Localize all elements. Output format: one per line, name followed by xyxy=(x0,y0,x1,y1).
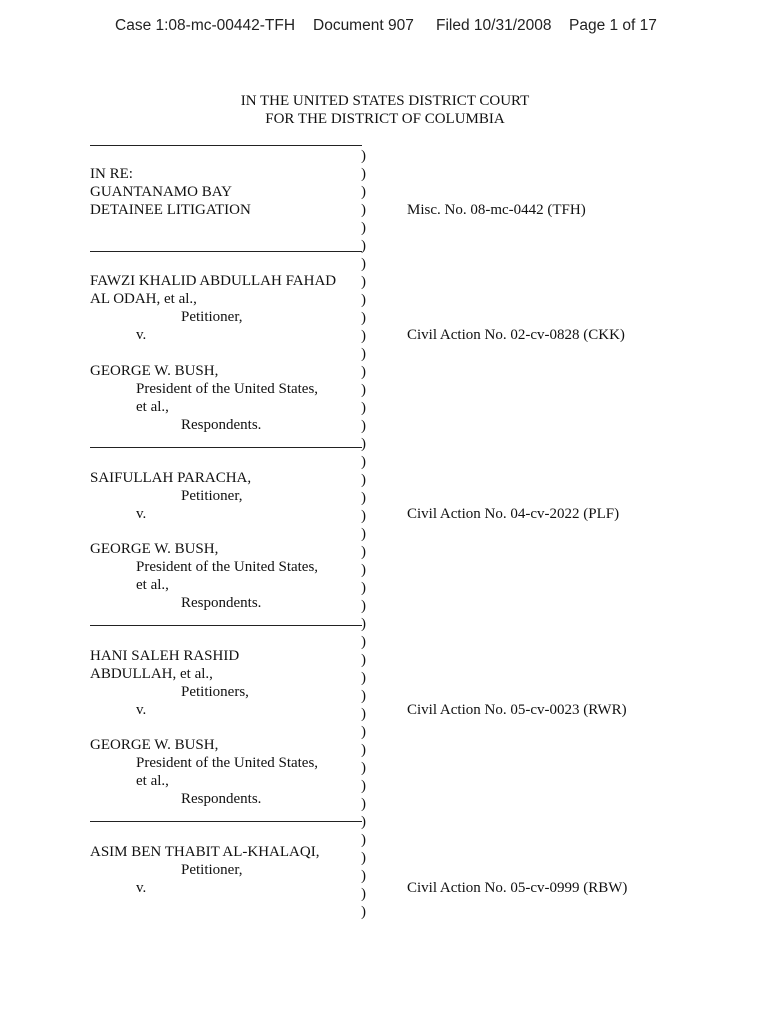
caption-parenthesis: ) xyxy=(361,166,366,182)
caption-parenthesis: ) xyxy=(361,724,366,740)
caption-parenthesis: ) xyxy=(361,796,366,812)
caption-parenthesis: ) xyxy=(361,616,366,632)
petitioner-name-line1: SAIFULLAH PARACHA, xyxy=(90,470,252,486)
respondent-name: GEORGE W. BUSH, xyxy=(90,541,219,557)
respondent-etal: et al., xyxy=(136,773,169,789)
caption-parenthesis: ) xyxy=(361,562,366,578)
caption-parenthesis: ) xyxy=(361,328,366,344)
caption-parenthesis: ) xyxy=(361,832,366,848)
caption-parenthesis: ) xyxy=(361,544,366,560)
caption-parenthesis: ) xyxy=(361,418,366,434)
caption-parenthesis: ) xyxy=(361,256,366,272)
caption-rule xyxy=(90,625,362,626)
caption-parenthesis: ) xyxy=(361,904,366,920)
caption-parenthesis-column xyxy=(361,147,373,921)
respondent-name: GEORGE W. BUSH, xyxy=(90,737,219,753)
caption-parenthesis: ) xyxy=(361,886,366,902)
court-title-line2: FOR THE DISTRICT OF COLUMBIA xyxy=(265,111,505,127)
caption-rule xyxy=(90,145,362,146)
caption-parenthesis: ) xyxy=(361,346,366,362)
caption-parenthesis: ) xyxy=(361,868,366,884)
respondent-role: Respondents. xyxy=(181,417,262,433)
respondent-role: Respondents. xyxy=(181,595,262,611)
case-number: Case 1:08-mc-00442-TFH xyxy=(115,17,296,34)
caption-parenthesis: ) xyxy=(361,850,366,866)
respondent-role: Respondents. xyxy=(181,791,262,807)
civil-action-number: Civil Action No. 05-cv-0999 (RBW) xyxy=(407,880,628,896)
respondent-etal: et al., xyxy=(136,399,169,415)
document-number: Document 907 xyxy=(313,17,414,34)
civil-action-number: Civil Action No. 05-cv-0023 (RWR) xyxy=(407,702,627,718)
versus: v. xyxy=(136,506,147,522)
caption-parenthesis: ) xyxy=(361,490,366,506)
petitioner-role: Petitioners, xyxy=(181,684,249,700)
in-re-title-line1: GUANTANAMO BAY xyxy=(90,184,233,200)
respondent-title: President of the United States, xyxy=(136,755,319,771)
caption-parenthesis: ) xyxy=(361,814,366,830)
versus: v. xyxy=(136,880,147,896)
respondent-etal: et al., xyxy=(136,577,169,593)
civil-action-number: Civil Action No. 02-cv-0828 (CKK) xyxy=(407,327,625,343)
caption-parenthesis: ) xyxy=(361,706,366,722)
caption-parenthesis: ) xyxy=(361,634,366,650)
caption-parenthesis: ) xyxy=(361,670,366,686)
caption-parenthesis: ) xyxy=(361,364,366,380)
misc-number: Misc. No. 08-mc-0442 (TFH) xyxy=(407,202,586,218)
caption-parenthesis: ) xyxy=(361,742,366,758)
caption-parenthesis: ) xyxy=(361,220,366,236)
caption-parenthesis: ) xyxy=(361,184,366,200)
caption-parenthesis: ) xyxy=(361,760,366,776)
caption-parenthesis: ) xyxy=(361,580,366,596)
caption-parenthesis: ) xyxy=(361,454,366,470)
petitioner-name-line1: HANI SALEH RASHID xyxy=(90,648,240,664)
petitioner-name-line1: FAWZI KHALID ABDULLAH FAHAD xyxy=(90,273,337,289)
caption-parenthesis: ) xyxy=(361,310,366,326)
caption-parenthesis: ) xyxy=(361,472,366,488)
caption-parenthesis: ) xyxy=(361,238,366,254)
petitioner-role: Petitioner, xyxy=(181,862,243,878)
caption-parenthesis: ) xyxy=(361,274,366,290)
caption-parenthesis: ) xyxy=(361,400,366,416)
civil-action-number: Civil Action No. 04-cv-2022 (PLF) xyxy=(407,506,620,522)
caption-rule xyxy=(90,821,362,822)
caption-parenthesis: ) xyxy=(361,688,366,704)
page-indicator: Page 1 of 17 xyxy=(569,17,657,34)
filed-date: Filed 10/31/2008 xyxy=(436,17,552,34)
caption-parenthesis: ) xyxy=(361,526,366,542)
respondent-title: President of the United States, xyxy=(136,559,319,575)
caption-parenthesis: ) xyxy=(361,778,366,794)
caption-parenthesis: ) xyxy=(361,508,366,524)
caption-parenthesis: ) xyxy=(361,202,366,218)
petitioner-name-line2: ABDULLAH, et al., xyxy=(90,666,213,682)
respondent-name: GEORGE W. BUSH, xyxy=(90,363,219,379)
in-re-label: IN RE: xyxy=(90,166,133,182)
court-title-line1: IN THE UNITED STATES DISTRICT COURT xyxy=(240,93,530,109)
caption-parenthesis: ) xyxy=(361,652,366,668)
petitioner-name-line1: ASIM BEN THABIT AL-KHALAQI, xyxy=(90,844,320,860)
versus: v. xyxy=(136,702,147,718)
petitioner-name-line2: AL ODAH, et al., xyxy=(90,291,197,307)
caption-parenthesis: ) xyxy=(361,598,366,614)
in-re-title-line2: DETAINEE LITIGATION xyxy=(90,202,251,218)
versus: v. xyxy=(136,327,147,343)
caption-parenthesis: ) xyxy=(361,292,366,308)
caption-rule xyxy=(90,447,362,448)
caption-parenthesis: ) xyxy=(361,436,366,452)
caption-parenthesis: ) xyxy=(361,382,366,398)
petitioner-role: Petitioner, xyxy=(181,309,243,325)
caption-parenthesis: ) xyxy=(361,148,366,164)
respondent-title: President of the United States, xyxy=(136,381,319,397)
caption-rule xyxy=(90,251,362,252)
petitioner-role: Petitioner, xyxy=(181,488,243,504)
